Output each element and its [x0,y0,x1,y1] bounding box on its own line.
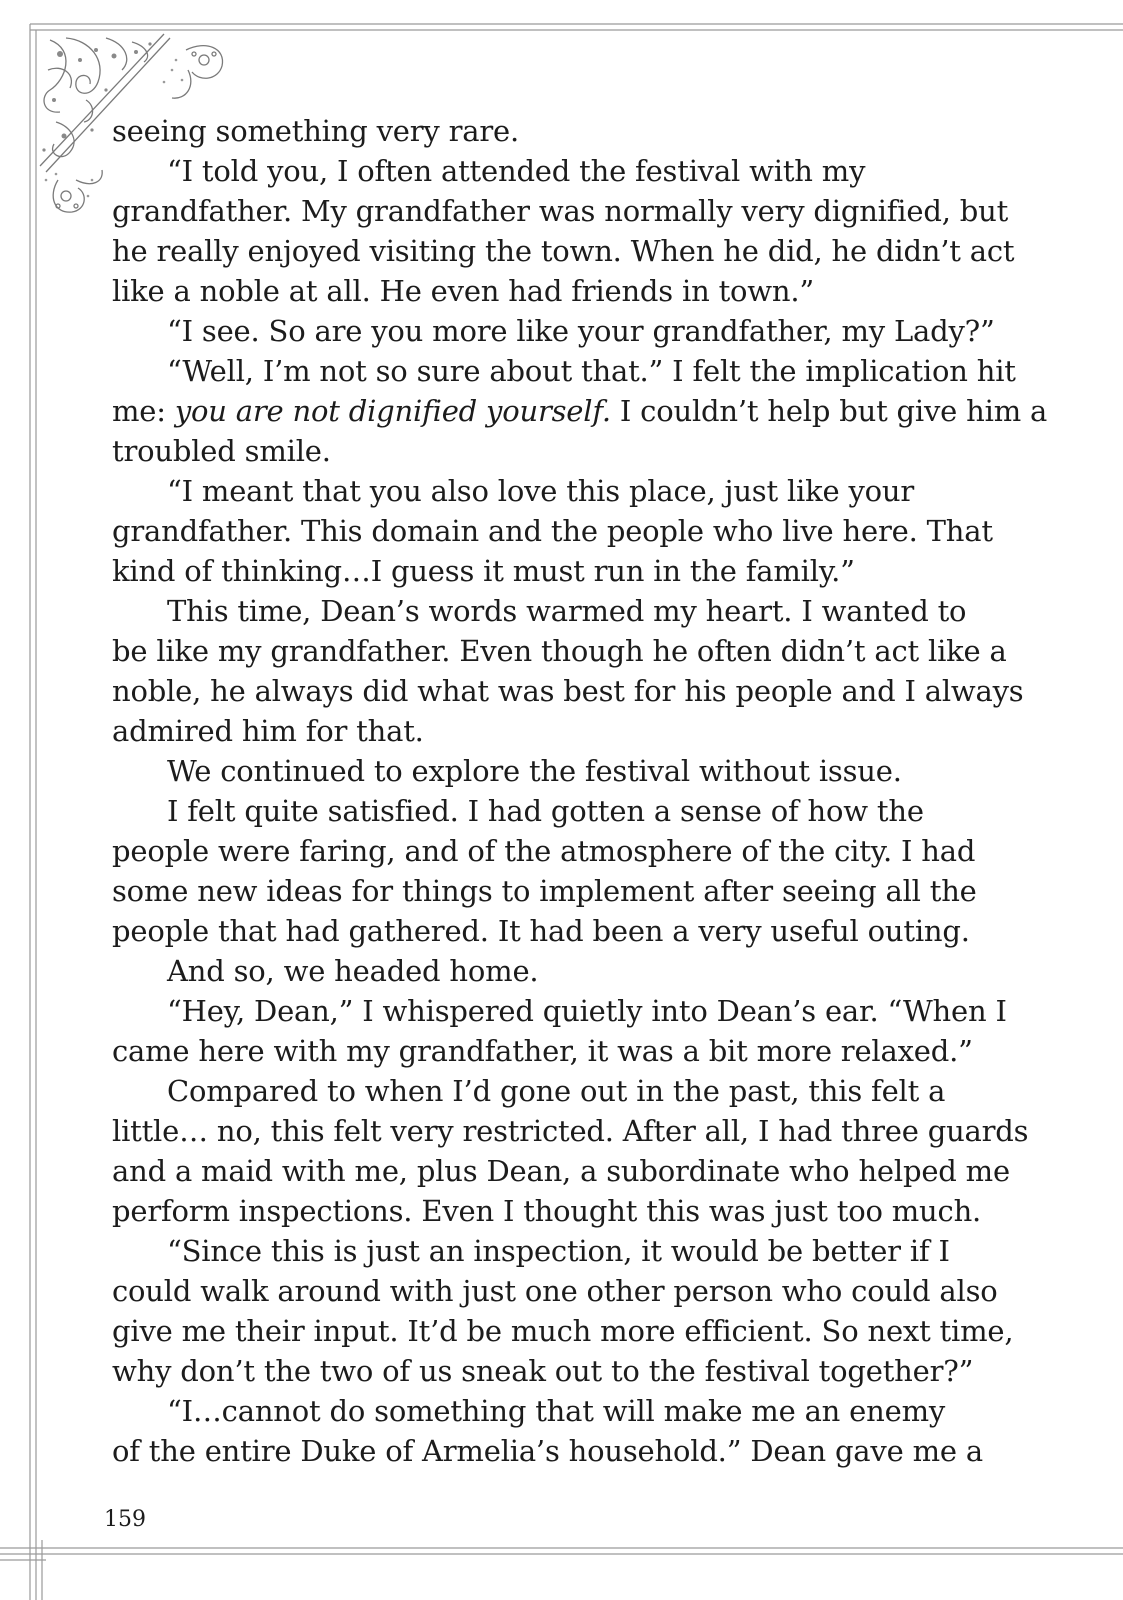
text-line: noble, he always did what was best for his people and I always [112,674,1024,708]
text-line: I felt quite satisfied. I had gotten a sense of how the [167,794,924,828]
text-line: “Hey, Dean,” I whispered quietly into Dean’s ear. “When I [167,994,1007,1028]
text-line: “Since this is just an inspection, it would be better if I [167,1234,950,1268]
text-line: “I meant that you also love this place, just like your [167,474,915,508]
text-line: little… no, this felt very restricted. After all, I had three guards [112,1114,1029,1148]
text-line: be like my grandfather. Even though he often didn’t act like a [112,634,1007,668]
text-line: give me their input. It’d be much more efficient. So next time, [112,1314,1014,1348]
text-line: perform inspections. Even I thought this was just too much. [112,1194,982,1228]
text-line: grandfather. This domain and the people who live here. That [112,514,993,548]
text-line: kind of thinking…I guess it must run in the family.” [112,554,855,588]
text-line: And so, we headed home. [167,954,539,988]
text-line: why don’t the two of us sneak out to the festival together?” [112,1354,974,1388]
text-line: seeing something very rare. [112,114,520,148]
text-line: came here with my grandfather, it was a bit more relaxed.” [112,1034,973,1068]
text-line-pre: me: [112,394,175,428]
italic-phrase: you are not dignified yourself. [174,394,611,428]
text-line: This time, Dean’s words warmed my heart. I wanted to [167,594,967,628]
text-line: Compared to when I’d gone out in the past, this felt a [167,1074,946,1108]
text-line: he really enjoyed visiting the town. When he did, he didn’t act [112,234,1015,268]
text-line: “I…cannot do something that will make me an enemy [167,1394,946,1428]
body-text [112,111,1048,1471]
text-line: of the entire Duke of Armelia’s household.” Dean gave me a [112,1434,983,1468]
text-line [112,391,1048,431]
text-line: grandfather. My grandfather was normally very dignified, but [112,194,1009,228]
text-line: admired him for that. [112,714,424,748]
text-line: some new ideas for things to implement after seeing all the [112,874,977,908]
text-line: and a maid with me, plus Dean, a subordinate who helped me [112,1154,1010,1188]
text-line: troubled smile. [112,434,331,468]
text-line: people were faring, and of the atmosphere of the city. I had [112,834,976,868]
text-line: “I see. So are you more like your grandfather, my Lady?” [167,314,995,348]
page-number: 159 [104,1507,146,1532]
text-line: “I told you, I often attended the festival with my [167,154,866,188]
text-line: could walk around with just one other person who could also [112,1274,998,1308]
text-line-post: I couldn’t help but give him a [610,394,1048,428]
text-line: We continued to explore the festival without issue. [167,754,902,788]
text-line: people that had gathered. It had been a very useful outing. [112,914,970,948]
text-line: like a noble at all. He even had friends in town.” [112,274,815,308]
text-line: “Well, I’m not so sure about that.” I felt the implication hit [167,354,1016,388]
